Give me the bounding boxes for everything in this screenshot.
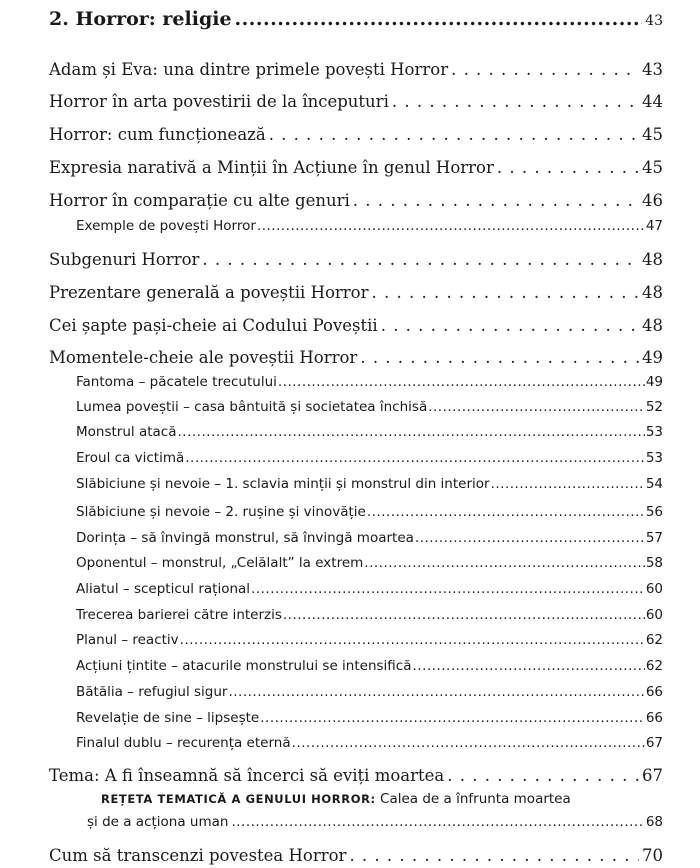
dot-leader: [202, 250, 639, 269]
dot-leader: [364, 555, 645, 571]
entry-title: Horror în arta povestirii de la începuturi: [49, 92, 389, 111]
dot-leader: [260, 710, 645, 726]
recipe-title-line2: și de a acționa uman: [87, 814, 229, 830]
toc-entry[interactable]: [49, 348, 663, 367]
entry-title: Planul – reactiv: [76, 632, 179, 648]
toc-subentry[interactable]: [76, 476, 663, 492]
entry-title: Exemple de povești Horror: [76, 218, 256, 234]
dot-leader: [360, 348, 639, 367]
page-number: 48: [642, 283, 663, 302]
page-number: 47: [645, 218, 663, 234]
page-number: 66: [645, 684, 663, 700]
toc-subentry[interactable]: [76, 424, 663, 440]
toc-subentry[interactable]: [76, 555, 663, 571]
dot-leader: [353, 191, 639, 210]
dot-leader: [349, 846, 639, 865]
entry-title: Aliatul – scepticul rațional: [76, 581, 251, 597]
dot-leader: [228, 684, 644, 700]
entry-title: Eroul ca victimă: [76, 450, 185, 466]
page-number: 54: [645, 476, 663, 492]
page-number: 48: [642, 250, 663, 269]
entry-title: Cum să transcenzi povestea Horror: [49, 846, 347, 865]
toc-subentry[interactable]: [76, 607, 663, 623]
dot-leader: [180, 632, 645, 648]
toc-entry[interactable]: [49, 250, 663, 269]
dot-leader: [451, 60, 639, 79]
entry-title: Fantoma – păcatele trecutului: [76, 374, 277, 390]
entry-title: Monstrul atacă: [76, 424, 177, 440]
page-number: 56: [645, 504, 663, 520]
toc-entry[interactable]: [49, 158, 663, 177]
page-number: 67: [645, 735, 663, 751]
toc-subentry[interactable]: [76, 374, 663, 390]
dot-leader: [283, 607, 645, 623]
chapter-heading[interactable]: [49, 8, 663, 30]
entry-title: Dorința – să învingă monstrul, să învingă moartea: [76, 530, 414, 546]
entry-title: Horror: cum funcționează: [49, 125, 266, 144]
chapter-title: 2. Horror: religie: [49, 8, 232, 30]
dot-leader: [269, 125, 639, 144]
page-number: 49: [642, 348, 663, 367]
page-number: 43: [645, 13, 663, 29]
toc-subentry[interactable]: [76, 504, 663, 520]
toc-subentry[interactable]: [76, 581, 663, 597]
dot-leader: [292, 735, 645, 751]
toc-subentry[interactable]: [76, 450, 663, 466]
toc-subentry[interactable]: [76, 399, 663, 415]
entry-title: Lumea poveștii – casa bântuită și societatea închisă: [76, 399, 428, 415]
toc-entry[interactable]: [49, 283, 663, 302]
entry-title: Acțiuni țintite – atacurile monstrului se intensifică: [76, 658, 412, 674]
page-number: 44: [642, 92, 663, 111]
dot-leader: [412, 658, 644, 674]
entry-title: Prezentare generală a poveștii Horror: [49, 283, 369, 302]
entry-title: Trecerea barierei către interzis: [76, 607, 282, 623]
dot-leader: [235, 8, 643, 30]
dot-leader: [497, 158, 639, 177]
entry-title: Slăbiciune și nevoie – 2. rușine și vinovăție: [76, 504, 366, 520]
toc-subentry[interactable]: [76, 218, 663, 234]
dot-leader: [367, 504, 645, 520]
toc-entry[interactable]: [49, 125, 663, 144]
toc-subentry[interactable]: [76, 530, 663, 546]
toc-subentry[interactable]: [76, 684, 663, 700]
dot-leader: [251, 581, 645, 597]
page-number: 60: [645, 581, 663, 597]
entry-title: Finalul dublu – recurența eternă: [76, 735, 291, 751]
entry-title: Cei șapte pași-cheie ai Codului Poveștii: [49, 316, 378, 335]
recipe-title-line1: Calea de a înfrunta moartea: [380, 791, 571, 807]
page-number: 66: [645, 710, 663, 726]
toc-subentry[interactable]: [76, 632, 663, 648]
page-number: 58: [645, 555, 663, 571]
toc-entry[interactable]: [49, 766, 663, 785]
page-number: 62: [645, 632, 663, 648]
toc-recipe-line-2[interactable]: [87, 814, 663, 830]
page-number: 43: [642, 60, 663, 79]
page-number: 52: [645, 399, 663, 415]
toc-subentry[interactable]: [76, 658, 663, 674]
page-number: 45: [642, 158, 663, 177]
page-number: 68: [645, 814, 663, 830]
dot-leader: [231, 814, 642, 830]
toc-entry[interactable]: [49, 92, 663, 111]
toc-entry[interactable]: [49, 316, 663, 335]
entry-title: Subgenuri Horror: [49, 250, 200, 269]
toc-subentry[interactable]: [76, 735, 663, 751]
toc-entry[interactable]: [49, 846, 663, 865]
page-number: 45: [642, 125, 663, 144]
entry-title: Horror în comparație cu alte genuri: [49, 191, 350, 210]
dot-leader: [185, 450, 645, 466]
dot-leader: [447, 766, 639, 785]
toc-recipe-line-1[interactable]: [101, 791, 661, 807]
dot-leader: [392, 92, 639, 111]
page-number: 48: [642, 316, 663, 335]
dot-leader: [372, 283, 640, 302]
page-number: 46: [642, 191, 663, 210]
page-number: 62: [645, 658, 663, 674]
dot-leader: [381, 316, 639, 335]
dot-leader: [428, 399, 645, 415]
toc-entry[interactable]: [49, 191, 663, 210]
dot-leader: [415, 530, 645, 546]
entry-title: Adam și Eva: una dintre primele povești Horror: [49, 60, 449, 79]
recipe-caption: REȚETA TEMATICĂ A GENULUI HORROR:: [101, 792, 376, 806]
entry-title: Slăbiciune și nevoie – 1. sclavia minții și monstrul din interior: [76, 476, 490, 492]
toc-subentry[interactable]: [76, 710, 663, 726]
toc-entry[interactable]: [49, 60, 663, 79]
entry-title: Tema: A fi înseamnă să încerci să eviți moartea: [49, 766, 445, 785]
entry-title: Momentele-cheie ale poveștii Horror: [49, 348, 358, 367]
entry-title: Expresia narativă a Minții în Acțiune în genul Horror: [49, 158, 494, 177]
dot-leader: [257, 218, 645, 234]
dot-leader: [177, 424, 644, 440]
page-number: 53: [645, 424, 663, 440]
page-number: 53: [645, 450, 663, 466]
page-number: 70: [642, 846, 663, 865]
dot-leader: [491, 476, 645, 492]
entry-title: Bătălia – refugiul sigur: [76, 684, 228, 700]
entry-title: Revelație de sine – lipsește: [76, 710, 260, 726]
dot-leader: [278, 374, 645, 390]
page-number: 60: [645, 607, 663, 623]
page-number: 67: [642, 766, 663, 785]
page-number: 57: [645, 530, 663, 546]
page-number: 49: [645, 374, 663, 390]
entry-title: Oponentul – monstrul, „Celălalt” la extrem: [76, 555, 364, 571]
